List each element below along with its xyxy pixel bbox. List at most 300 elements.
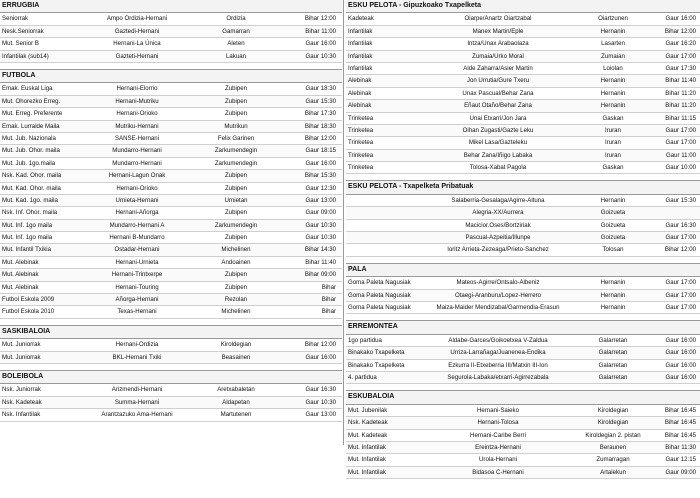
table-row — [346, 195, 700, 207]
match-cell: Unax Pascual/Behar Zana — [462, 89, 534, 97]
time-cell: Gaur 17:00 — [665, 291, 696, 299]
time-cell: Gaur 13:00 — [305, 411, 336, 419]
venue-cell: Lasarten — [601, 40, 625, 48]
time-cell: Gaur 16:00 — [665, 336, 696, 344]
venue-cell: Hernanin — [600, 279, 626, 287]
venue-cell: Hernanin — [600, 77, 626, 85]
category-cell: Mut. Jub. Ohor. maila — [2, 147, 60, 155]
match-cell: Tolosa-Xabat Pagola — [469, 164, 527, 172]
match-cell: Ampo Ordizia-Hernani — [106, 15, 168, 23]
category-cell: Nsk. Kadeteak — [348, 419, 388, 427]
match-cell: Mundarro-Hernani — [112, 147, 162, 155]
venue-cell: Lakuan — [226, 52, 246, 60]
table-row — [0, 257, 342, 269]
category-cell: Mut. Inf. 1go maila — [2, 234, 53, 242]
table-row — [346, 26, 700, 38]
section-title: SASKIBALOIA — [0, 325, 342, 339]
time-cell: Bihar 11:20 — [665, 102, 696, 110]
venue-cell: Martutenen — [220, 411, 252, 419]
left-column — [0, 0, 342, 422]
time-cell: Gaur 16:00 — [665, 374, 696, 381]
time-cell: Bihar 17:30 — [304, 110, 336, 118]
match-cell: Ostadar-Hernani — [114, 246, 160, 254]
category-cell: Goma Paleta Nagusiak — [348, 279, 411, 287]
table-row — [346, 302, 700, 314]
table-row — [346, 405, 700, 417]
match-cell: Unai Etxarri/Jon Jara — [469, 114, 527, 122]
table-row — [0, 220, 342, 232]
table-row — [0, 352, 342, 364]
table-row — [346, 417, 700, 429]
match-cell: Bidasoa C-Hernani — [472, 468, 524, 476]
time-cell: Bihar 11:30 — [665, 443, 696, 451]
venue-cell: Hernanin — [600, 304, 626, 312]
time-cell: Bihar 14:30 — [304, 246, 336, 254]
time-cell: Bihar 15:30 — [304, 172, 336, 180]
time-cell: Gaur 16:00 — [665, 15, 696, 23]
section-rows — [0, 384, 342, 421]
match-cell: Hernani-Trintxerpe — [111, 271, 163, 279]
section-eskubaloia — [346, 390, 700, 479]
section-boleibola — [0, 370, 342, 422]
time-cell: Bihar 16:45 — [664, 419, 696, 427]
time-cell: Gaur 16:00 — [665, 361, 696, 369]
section-errugbia — [0, 0, 342, 63]
time-cell: Bihar 09:00 — [304, 271, 336, 279]
section-title: ESKU PELOTA - Txapelketa Pribatuak — [346, 180, 700, 194]
match-cell: Hernani-Mutriku — [115, 97, 159, 105]
category-cell: Alebinak — [348, 102, 372, 110]
match-cell: Macicior.Oses/Bortziriak — [465, 221, 531, 229]
match-cell: Gaztedi-Hernani — [114, 27, 160, 35]
venue-cell: Ordizia — [226, 15, 246, 23]
match-cell: Hernani-Elorrio — [116, 85, 158, 93]
time-cell: Bihar 11:20 — [665, 89, 696, 97]
table-row — [346, 244, 700, 256]
table-row — [346, 372, 700, 384]
venue-cell: Urnietan — [224, 196, 248, 204]
venue-cell: Tolosan — [602, 246, 624, 254]
match-cell: Ioritz Arrieta-Zezeaga/Prieto-Sanchez — [447, 246, 549, 254]
table-row — [346, 125, 700, 137]
venue-cell: Artalekun — [600, 468, 626, 476]
time-cell: Bihar — [321, 296, 336, 304]
match-cell: Hernani-Saieko — [476, 406, 519, 414]
section-rows — [346, 13, 700, 174]
table-row — [0, 232, 342, 244]
section-title: ERREMONTEA — [346, 320, 700, 334]
table-row — [0, 108, 342, 120]
venue-cell: Andoainen — [221, 258, 251, 266]
column-divider — [343, 0, 344, 445]
time-cell: Gaur 17:00 — [665, 52, 696, 60]
match-cell: Hernani-Caribe Berri — [470, 431, 526, 439]
match-cell: Alde Zaharra/Asier Martin — [463, 64, 533, 72]
venue-cell: Goizueta — [600, 209, 626, 217]
time-cell: Bihar — [321, 283, 336, 291]
category-cell: Binakako Txapelketa — [348, 361, 405, 369]
category-cell: Mut. Ohorezko Erreg. — [2, 97, 61, 105]
category-cell: Mut. Jubenilak — [348, 406, 388, 414]
match-cell: Manex Martin/Eple — [472, 27, 524, 35]
match-cell: Hernani-Touring — [115, 283, 159, 291]
match-cell: SANSE-Hernani — [114, 134, 160, 142]
section-erremontea — [346, 320, 700, 384]
section-pala — [346, 263, 700, 315]
table-row — [0, 145, 342, 157]
table-row — [346, 290, 700, 302]
time-cell: Bihar 11:40 — [665, 77, 696, 85]
table-row — [346, 220, 700, 232]
venue-cell: Zubipen — [224, 234, 248, 242]
category-cell: Infantilak — [348, 52, 373, 60]
match-cell: Arizmendi-Hernani — [111, 386, 163, 394]
match-cell: BKL-Hernani Txiki — [112, 353, 162, 361]
section-title: ESKUBALOIA — [346, 390, 700, 404]
category-cell: Infantilak (sub14) — [2, 52, 49, 60]
category-cell: Trinketea — [348, 151, 374, 159]
category-cell: Goma Paleta Nagusiak — [348, 304, 411, 312]
time-cell: Gaur 17:00 — [665, 304, 696, 312]
match-cell: Mundarro-Hernani A — [109, 221, 165, 229]
category-cell: Futbol Eskola 2010 — [2, 308, 55, 316]
time-cell: Bihar 12:00 — [304, 15, 336, 23]
time-cell: Gaur 18:30 — [305, 85, 336, 93]
table-row — [0, 170, 342, 182]
category-cell: Mut. Infantilak — [348, 456, 386, 464]
table-row — [346, 467, 700, 479]
section-title: PALA — [346, 263, 700, 277]
match-cell: Oihan Zugasti/Gazte Leku — [462, 126, 534, 134]
time-cell: Gaur 09:00 — [665, 468, 696, 476]
category-cell: Trinketea — [348, 164, 374, 172]
match-cell: Hernani-Urnieta — [115, 258, 159, 266]
venue-cell: Galarretan — [598, 349, 628, 357]
category-cell: Infantilak — [348, 40, 373, 48]
match-cell: Alegria-XX/Aurrera — [472, 209, 524, 217]
category-cell: Binakako Txapelketa — [348, 349, 405, 357]
venue-cell: Gaskan — [602, 164, 624, 172]
match-cell: Pascual-Azpeitia/Illunpe — [465, 234, 531, 242]
venue-cell: Michelinen — [221, 246, 251, 254]
time-cell: Gaur 17:00 — [665, 139, 696, 147]
venue-cell: Felix Garinen — [217, 134, 255, 142]
time-cell: Bihar — [321, 308, 336, 316]
match-cell: Maiza-Maider Mendizabal/Garmendia-Erasun — [436, 304, 560, 312]
venue-cell: Galarretan — [598, 374, 628, 381]
venue-cell: Mutrikun — [224, 122, 248, 130]
category-cell: Nsk. Kad. Ohor. maila — [2, 172, 62, 180]
match-cell: Ezkurra II-Etxeberria III/Matxin III-Ion — [448, 361, 548, 369]
time-cell: Gaur 10:30 — [305, 52, 336, 60]
venue-cell: Zubipen — [224, 85, 248, 93]
category-cell: Mut. Juniorrak — [2, 353, 41, 361]
table-row — [0, 397, 342, 409]
venue-cell: Hernanin — [600, 89, 626, 97]
match-cell: Intza/Unax Arabaolaza — [467, 40, 529, 48]
time-cell: Gaur 12:30 — [305, 184, 336, 192]
time-cell: Gaur 16:30 — [305, 386, 336, 394]
table-row — [0, 409, 342, 421]
time-cell: Bihar 12:00 — [664, 246, 696, 254]
category-cell: Mut. Senior B — [2, 40, 39, 48]
time-cell: Bihar 18:30 — [304, 122, 336, 130]
venue-cell: Aleten — [227, 40, 245, 48]
match-cell: Urriza-Larrañaga/Juanenea-Endika — [450, 349, 546, 357]
time-cell: Bihar 12:00 — [304, 341, 336, 349]
match-cell: Mutriku-Hernani — [115, 122, 159, 130]
match-cell: Hernani-Lagun Onak — [108, 172, 166, 180]
match-cell: Hernani-Orioko — [116, 110, 158, 118]
time-cell: Gaur 10:30 — [305, 221, 336, 229]
section-rows — [346, 335, 700, 385]
venue-cell: Michelinen — [221, 308, 251, 316]
category-cell: Nsk. Inf. Ohor. maila — [2, 209, 58, 217]
match-cell: Summa-Hernani — [114, 398, 160, 406]
venue-cell: Kiroldegian — [597, 406, 629, 414]
right-column — [346, 0, 700, 479]
table-row — [346, 347, 700, 359]
venue-cell: Goizueta — [600, 234, 626, 242]
time-cell: Gaur 16:00 — [305, 40, 336, 48]
venue-cell: Oiartzunen — [598, 15, 628, 23]
table-row — [0, 306, 342, 318]
category-cell: Goma Paleta Nagusiak — [348, 291, 411, 299]
category-cell: Mut. Infantilak — [348, 468, 386, 476]
category-cell: Alebinak — [348, 89, 372, 97]
match-cell: Salaberria-Gesalaga/Agirre-Altuna — [451, 196, 545, 204]
table-row — [346, 75, 700, 87]
time-cell: Bihar 11:00 — [305, 27, 336, 35]
venue-cell: Iruran — [605, 126, 621, 134]
venue-cell: Zumarragan — [596, 456, 630, 464]
match-cell: Zumaia/Urko Moral — [472, 52, 524, 60]
match-cell: Hernani-Ordizia — [115, 341, 159, 349]
match-cell: Hernani-La Única — [113, 40, 161, 48]
match-cell: Otaegi-Aranburu/Lopez-Herrero — [454, 291, 542, 299]
table-row — [0, 384, 342, 396]
match-cell: Segurola-Labaka/etxarri-Agirrezabala — [447, 374, 549, 381]
time-cell: Gaur 10:00 — [665, 164, 696, 172]
venue-cell: Iruran — [605, 139, 621, 147]
table-row — [0, 121, 342, 133]
venue-cell: Aldapetan — [222, 398, 250, 406]
table-row — [346, 232, 700, 244]
table-row — [346, 162, 700, 174]
table-row — [0, 13, 342, 25]
category-cell: Infantilak — [348, 27, 373, 35]
match-cell: Texas-Hernani — [117, 308, 157, 316]
category-cell: Emak. Lurralde Maila — [2, 122, 60, 130]
match-cell: Hernani B-Mundarro — [109, 234, 165, 242]
section-futbola — [0, 69, 342, 319]
category-cell: Mut. Kad. 1go. maila — [2, 196, 58, 204]
table-row — [346, 63, 700, 75]
time-cell: Gaur 17:00 — [665, 234, 696, 242]
time-cell: Bihar 11:40 — [305, 258, 336, 266]
time-cell: Gaur 16:00 — [305, 159, 336, 167]
section-title: FUTBOLA — [0, 69, 342, 83]
category-cell: Mut. Kadeteak — [348, 431, 388, 439]
category-cell: Futbol Eskola 2009 — [2, 296, 55, 304]
venue-cell: Zubipen — [224, 184, 248, 192]
category-cell: Mut. Inf. 1go maila — [2, 221, 53, 229]
table-row — [0, 83, 342, 95]
venue-cell: Hernanin — [600, 196, 626, 204]
time-cell: Bihar 11:15 — [665, 114, 696, 122]
category-cell: Alebinak — [348, 77, 372, 85]
table-row — [0, 26, 342, 38]
venue-cell: Kiroldegian — [597, 419, 629, 427]
venue-cell: Loiolan — [603, 64, 623, 72]
category-cell: Nsk. Kadeteak — [2, 398, 42, 406]
venue-cell: Goizueta — [600, 221, 626, 229]
category-cell: Mut. Juniorrak — [2, 341, 41, 349]
category-cell: Infantilak — [348, 64, 373, 72]
category-cell: 4. partidua — [348, 374, 377, 381]
section-rows — [346, 277, 700, 314]
table-row — [346, 360, 700, 372]
category-cell: Mut. Jub. 1go.maila — [2, 159, 56, 167]
section-rows — [0, 83, 342, 318]
table-row — [346, 454, 700, 466]
category-cell: Nsk. Juniorrak — [2, 386, 41, 394]
table-row — [346, 13, 700, 25]
venue-cell: Zarkumendegin — [214, 159, 258, 167]
section-rows — [346, 405, 700, 479]
match-cell: Arantzazuko Ama-Hernani — [101, 411, 173, 419]
section-rows — [0, 339, 342, 364]
venue-cell: Iruran — [605, 151, 621, 159]
table-row — [0, 133, 342, 145]
table-row — [346, 137, 700, 149]
venue-cell: Galarretan — [598, 361, 628, 369]
table-row — [346, 277, 700, 289]
category-cell: Trinketea — [348, 139, 374, 147]
time-cell: Bihar 12:00 — [664, 27, 696, 35]
section-rows — [346, 195, 700, 257]
table-row — [346, 335, 700, 347]
category-cell: Mut. Alebinak — [2, 283, 39, 291]
time-cell: Gaur 10:30 — [305, 398, 336, 406]
category-cell: 1go partidua — [348, 336, 382, 344]
match-cell: Hernani-Orioko — [116, 184, 158, 192]
match-cell: Oiarpe/Anartz Oiartzabal — [464, 15, 532, 23]
category-cell: Mut. Jub. Nazionala — [2, 134, 56, 142]
venue-cell: Galarretan — [598, 336, 628, 344]
section-esku-pelota-gipuzkoako-txapelketa — [346, 0, 700, 174]
venue-cell: Gaskan — [602, 114, 624, 122]
table-row — [346, 88, 700, 100]
time-cell: Gaur 13:00 — [305, 196, 336, 204]
match-cell: Añorga-Hernani — [115, 296, 159, 304]
time-cell: Bihar 16:45 — [664, 431, 696, 439]
venue-cell: Kiroldegian 2. pistan — [585, 431, 641, 439]
venue-cell: Hernanin — [600, 291, 626, 299]
table-row — [346, 207, 700, 219]
time-cell: Gaur 16:00 — [305, 353, 336, 361]
venue-cell: Zubipen — [224, 97, 248, 105]
match-cell: Urnieta-Hernani — [115, 196, 159, 204]
table-row — [346, 430, 700, 442]
table-row — [0, 339, 342, 351]
venue-cell: Rezolan — [224, 296, 248, 304]
time-cell: Gaur 15:30 — [665, 196, 696, 204]
venue-cell: Kiroldegian — [220, 341, 252, 349]
match-cell: Eñaut Otaño/Behar Zana — [464, 102, 532, 110]
match-cell: Behar Zana/Iñigo Labaka — [463, 151, 533, 159]
time-cell: Gaur 17:00 — [665, 279, 696, 287]
table-row — [0, 38, 342, 50]
time-cell: Gaur 09:00 — [305, 209, 336, 217]
table-row — [0, 269, 342, 281]
time-cell: Gaur 17:30 — [665, 64, 696, 72]
match-cell: Hernani-Tolosa — [477, 419, 519, 427]
venue-cell: Zubipen — [224, 271, 248, 279]
category-cell: Mut. Alebinak — [2, 258, 39, 266]
time-cell: Gaur 16:00 — [665, 349, 696, 357]
match-cell: Mundarro-Hernani — [112, 159, 162, 167]
table-row — [346, 51, 700, 63]
time-cell: Gaur 16:30 — [665, 221, 696, 229]
table-row — [0, 183, 342, 195]
table-row — [0, 244, 342, 256]
section-saskibaloia — [0, 325, 342, 364]
table-row — [0, 158, 342, 170]
table-row — [346, 150, 700, 162]
table-row — [0, 195, 342, 207]
time-cell: Gaur 18:15 — [305, 147, 336, 155]
match-cell: Ereintza-Hernani — [475, 443, 521, 451]
match-cell: Gazteti-Hernani — [115, 52, 159, 60]
venue-cell: Zumaian — [601, 52, 625, 60]
table-row — [346, 442, 700, 454]
category-cell: Trinketea — [348, 114, 374, 122]
venue-cell: Zubipen — [224, 110, 248, 118]
category-cell: Seniorrak — [2, 15, 29, 23]
table-row — [346, 100, 700, 112]
category-cell: Mut. Erreg. Preferente — [2, 110, 63, 118]
table-row — [0, 51, 342, 63]
time-cell: Bihar 16:45 — [664, 406, 696, 414]
time-cell: Gaur 12:15 — [665, 456, 696, 464]
category-cell: Nesk.Seniorrak — [2, 27, 44, 35]
match-cell: Aldabe-Garces/Goikoetxea V-Zaldua — [448, 336, 548, 344]
table-row — [346, 113, 700, 125]
venue-cell: Aretxabaletan — [217, 386, 255, 394]
table-row — [0, 207, 342, 219]
match-cell: Hernani-Añorga — [115, 209, 159, 217]
table-row — [346, 38, 700, 50]
venue-cell: Hernanin — [600, 27, 626, 35]
table-row — [0, 96, 342, 108]
venue-cell: Zubipen — [224, 172, 248, 180]
time-cell: Bihar 12:00 — [304, 134, 336, 142]
category-cell: Mut. Infantil Txikia — [2, 246, 51, 254]
venue-cell: Gamarran — [222, 27, 250, 35]
venue-cell: Zubipen — [224, 209, 248, 217]
venue-cell: Zubipen — [224, 283, 248, 291]
venue-cell: Beasainen — [221, 353, 251, 361]
category-cell: Mut. Alebinak — [2, 271, 39, 279]
category-cell: Mut. Kad. Ohor. maila — [2, 184, 61, 192]
match-cell: Mateos-Agirre/Ontsalo-Albeniz — [456, 279, 540, 287]
category-cell: Emak. Euskal Liga — [2, 85, 53, 93]
venue-cell: Beraunen — [599, 443, 627, 451]
category-cell: Nsk. Infantilak — [2, 411, 41, 419]
venue-cell: Hernanin — [600, 102, 626, 110]
section-rows — [0, 13, 342, 63]
